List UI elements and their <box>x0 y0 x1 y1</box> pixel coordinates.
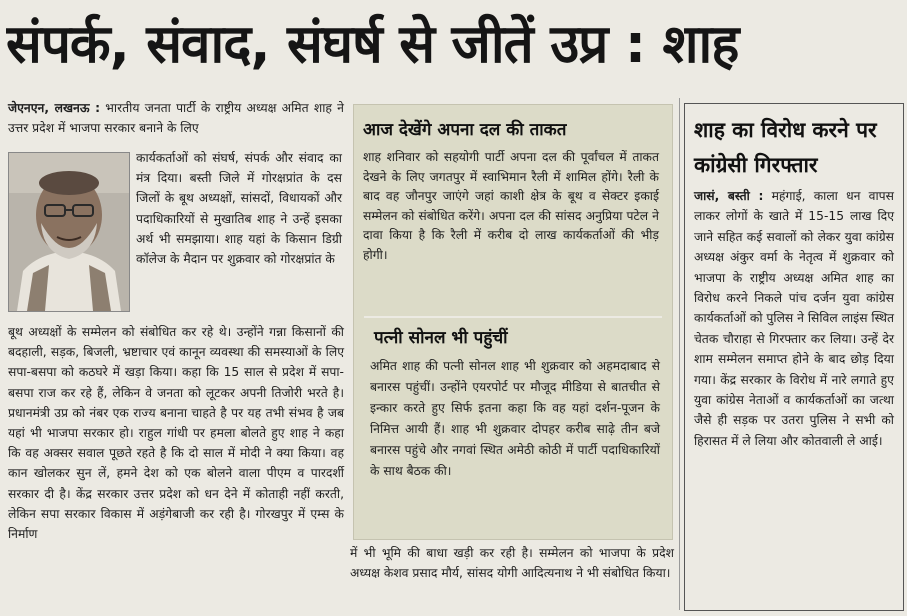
box-divider <box>364 316 662 318</box>
box2-title: पत्नी सोनल भी पहुंचीं <box>374 328 508 348</box>
box1-title: आज देखेंगे अपना दल की ताकत <box>363 120 567 140</box>
column-rule <box>679 98 680 610</box>
main-dateline: जेएनएन, लखनऊ : <box>8 101 101 115</box>
amit-shah-photo <box>8 152 130 312</box>
main-text-wrap: कार्यकर्ताओं को संघर्ष, संपर्क और संवाद का मंत्र दिया। बस्ती जिले में गोरक्षप्रांत के दस जिलों के बूथ अध्यक्षों, सांसदों, विधायकों और पदाधिकारियों से मुखातिब शाह ने उन्हें इसका अर्थ भी समझाया। शाह यहां के किसान डिग्री कॉलेज के मैदान पर शुक्रवार को गोरक्षप्रांत के <box>136 151 342 267</box>
side-dateline: जासं, बस्ती : <box>694 189 764 203</box>
side-story-title: शाह का विरोध करने पर कांग्रेसी गिरफ्तार <box>694 118 877 177</box>
box1-text: शाह शनिवार को सहयोगी पार्टी अपना दल की पूर्वांचल में ताकत देखने के लिए जगतपुर में स्वाभिमान रैली में शामिल होंगे। रैली के बाद वह जौनपुर जाएंगे जहां काशी क्षेत्र के बूथ व सेक्टर इकाई सम्मेलन को संबोधित करेंगे। अपना दल की सांसद अनुप्रिया पटेल ने दावा किया है कि रैली में करीब दो लाख कार्यकर्ताओं की भीड़ होगी। <box>363 150 659 262</box>
main-text-bottom: बूथ अध्यक्षों के सम्मेलन को संबोधित कर रहे थे। उन्होंने गन्ना किसानों की बदहाली, सड़क, बिजली, भ्रष्टाचार एवं कानून व्यवस्था की समस्याओं के लिए सपा-बसपा को कठघरे में खड़ा किया। कहा कि 15 साल से प्रदेश में सपा-बसपा राज कर रहे हैं, लेकिन वे जनता को लूटकर अपनी तिजोरी भरते है। प्रधानमंत्री उप्र को नंबर एक राज्य बनाना चाहते है पर यह तभी संभव है जब यहां भी भाजपा सरकार हो। राहुल गांधी पर हमला बोलते हुए शाह ने कहा कि वह अक्सर सवाल पूछते रहते है कि दो साल में मोदी ने क्या किया। वह कान खोलकर सुन लें, हमने देश को एक बोलने वाला पीएम व पारदर्शी सरकार दी है। केंद्र सरकार उत्तर प्रदेश को धन देने में कोताही नहीं करती, लेकिन सपा सरकार विकास में अड़ंगेबाजी कर रही है। गोरखपुर में एम्स के निर्माण <box>8 325 344 542</box>
main-article-intro <box>8 98 344 138</box>
side-text: महंगाई, काला धन वापस लाकर लोगों के खाते में 15-15 लाख दिए जाने सहित कई सवालों को लेकर युवा कांग्रेस अध्यक्ष अंकुर वर्मा के नेतृत्व में शुक्रवार को भाजपा के राष्ट्रीय अध्यक्ष अमित शाह का विरोध करने निकले पांच दर्जन युवा कांग्रेस कार्यकर्ताओं को पुलिस ने सिविल लाइंस स्थित चेतक चौराहा से गिरफ्तार कर लिया। उन्हें देर शाम सम्मेलन समाप्त होने के बाद छोड़ दिया गया। केंद्र सरकार के विरोध में नारे लगाते हुए युवा कांग्रेस नेताओं व कार्यकर्ताओं का जत्था जैसे ही सड़क पर उतरा पुलिस ने सभी को हिरासत में ले लिया और कोतवाली ले आई। <box>694 189 895 448</box>
main-continuation: में भी भूमि की बाधा खड़ी कर रही है। सम्मेलन को भाजपा के प्रदेश अध्यक्ष केशव प्रसाद मौर्य, सांसद योगी आदित्यनाथ ने भी संबोधित किया। <box>350 546 674 580</box>
box2-text: अमित शाह की पत्नी सोनल शाह भी शुक्रवार को अहमदाबाद से बनारस पहुंचीं। उन्होंने एयरपोर्ट पर मौजूद मीडिया से बातचीत से इन्कार करते हुए सिर्फ इतना कहा कि वह यहां दर्शन-पूजन के निमित्त आयी हैं। शाह भी शुक्रवार दोपहर करीब साढ़े तीन बजे बनारस पहुंचे और नगवां स्थित अमेठी कोठी में पार्टी पदाधिकारियों के साथ बैठक की। <box>370 359 660 478</box>
main-text-top: भारतीय जनता पार्टी के राष्ट्रीय अध्यक्ष अमित शाह ने उत्तर प्रदेश में भाजपा सरकार बनाने के लिए <box>8 101 344 136</box>
headline: संपर्क, संवाद, संघर्ष से जीतें उप्र : शाह <box>6 14 739 75</box>
side-story-body <box>694 186 894 451</box>
portrait-image <box>9 153 129 311</box>
